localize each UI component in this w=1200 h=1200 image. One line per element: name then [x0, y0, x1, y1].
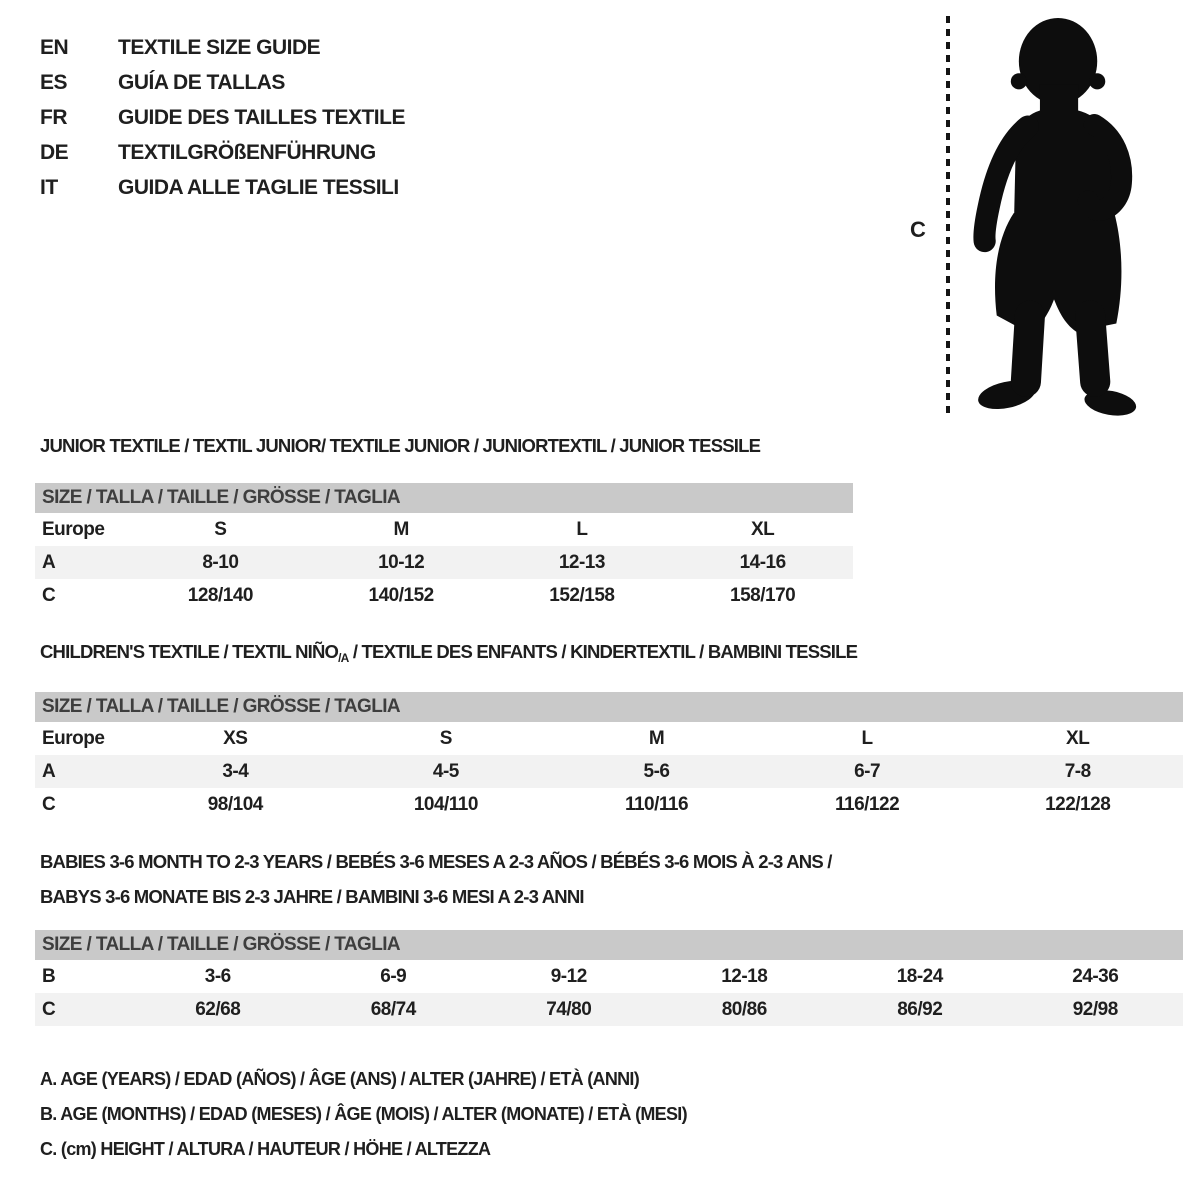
size-header-label: SIZE / TALLA / TAILLE / GRÖSSE / TAGLIA	[42, 696, 401, 717]
lang-row-es	[40, 65, 405, 100]
junior-size-table	[35, 483, 853, 612]
children-title-post: / TEXTILE DES ENFANTS / KINDERTEXTIL / BAMBINI TESSILE	[348, 641, 858, 662]
cell: 12-13	[558, 551, 605, 573]
lang-row-fr	[40, 100, 405, 135]
legend-line-c: C. (cm) HEIGHT / ALTURA / HAUTEUR / HÖHE / ALTEZZA	[40, 1139, 491, 1159]
cell: 140/152	[368, 584, 434, 606]
children-title-sub: /A	[338, 651, 349, 665]
row-label: A	[42, 551, 56, 573]
cell: 9-12	[550, 965, 587, 987]
lang-title: TEXTILE SIZE GUIDE	[118, 35, 321, 59]
cell: 7-8	[1064, 760, 1091, 782]
lang-title: GUÍA DE TALLAS	[118, 70, 285, 94]
cell: 68/74	[370, 998, 416, 1020]
table-row-age	[35, 755, 1183, 788]
lang-row-de	[40, 135, 405, 170]
cell: 18-24	[896, 965, 943, 987]
cell: 152/158	[549, 584, 615, 606]
cell: 4-5	[432, 760, 459, 782]
cell: 3-4	[222, 760, 249, 782]
row-label: B	[42, 965, 56, 987]
cell: 14-16	[739, 551, 786, 573]
measure-legend	[40, 1062, 687, 1167]
cell: 158/170	[730, 584, 796, 606]
language-title-list	[40, 30, 405, 205]
cell: S	[214, 518, 227, 540]
cell: XL	[750, 518, 775, 540]
table-row-height	[35, 788, 1183, 821]
cell: 116/122	[835, 793, 900, 815]
lang-row-it	[40, 170, 405, 205]
silhouette-ear-right	[1089, 73, 1105, 89]
cell: M	[393, 518, 409, 540]
size-table-header	[35, 930, 1183, 960]
children-title-pre: CHILDREN'S TEXTILE / TEXTIL NIÑO	[40, 641, 339, 662]
lang-code: ES	[40, 70, 68, 94]
size-header-label: SIZE / TALLA / TAILLE / GRÖSSE / TAGLIA	[42, 487, 401, 508]
toddler-silhouette-image	[963, 14, 1140, 416]
table-row-months	[35, 960, 1183, 993]
lang-code: EN	[40, 35, 69, 59]
cell: 6-7	[854, 760, 881, 782]
lang-row-en	[40, 30, 405, 65]
size-header-label: SIZE / TALLA / TAILLE / GRÖSSE / TAGLIA	[42, 934, 401, 955]
lang-title: TEXTILGRÖßENFÜHRUNG	[118, 140, 376, 164]
silhouette-leg-right	[1090, 316, 1095, 382]
babies-size-table	[35, 930, 1183, 1026]
cell: XS	[223, 727, 248, 749]
row-label: Europe	[42, 727, 105, 749]
lang-code: DE	[40, 140, 69, 164]
cell: 104/110	[413, 793, 478, 815]
cell: 62/68	[195, 998, 241, 1020]
table-row-europe	[35, 513, 853, 546]
junior-section-title: JUNIOR TEXTILE / TEXTIL JUNIOR/ TEXTILE JUNIOR / JUNIORTEXTIL / JUNIOR TESSILE	[40, 435, 761, 456]
legend-line-a: A. AGE (YEARS) / EDAD (AÑOS) / ÂGE (ANS) / ALTER (JAHRE) / ETÀ (ANNI)	[40, 1069, 640, 1089]
cell: 12-18	[721, 965, 768, 987]
cell: 5-6	[643, 760, 670, 782]
cell: 98/104	[207, 793, 263, 815]
lang-title: GUIDE DES TAILLES TEXTILE	[118, 105, 405, 129]
table-row-height	[35, 993, 1183, 1026]
size-table-header	[35, 692, 1183, 722]
cell: 24-36	[1072, 965, 1119, 987]
cell: 110/116	[624, 793, 689, 815]
cell: L	[576, 518, 588, 540]
row-label: A	[42, 760, 56, 782]
cell: XL	[1066, 727, 1090, 749]
cell: 128/140	[187, 584, 253, 606]
height-measure-label: C	[910, 217, 926, 242]
row-label: C	[42, 793, 56, 815]
legend-line-b: B. AGE (MONTHS) / EDAD (MESES) / ÂGE (MOIS) / ALTER (MONATE) / ETÀ (MESI)	[40, 1104, 687, 1124]
cell: 8-10	[202, 551, 239, 573]
table-row-europe	[35, 722, 1183, 755]
cell: 3-6	[204, 965, 231, 987]
cell: S	[439, 727, 452, 749]
children-section-title	[40, 641, 857, 663]
babies-section-title-line2: BABYS 3-6 MONATE BIS 2-3 JAHRE / BAMBINI 3-6 MESI A 2-3 ANNI	[40, 886, 584, 907]
cell: M	[648, 727, 665, 749]
silhouette-leg-left	[1026, 316, 1030, 382]
cell: 10-12	[378, 551, 425, 573]
row-label: C	[42, 584, 56, 606]
lang-code: IT	[40, 175, 58, 199]
babies-section-title-line1: BABIES 3-6 MONTH TO 2-3 YEARS / BEBÉS 3-6 MESES A 2-3 AÑOS / BÉBÉS 3-6 MOIS À 2-3 ANS /	[40, 851, 832, 872]
lang-code: FR	[40, 105, 67, 129]
table-row-height	[35, 579, 853, 612]
height-dashed-line	[946, 16, 950, 416]
table-row-age	[35, 546, 853, 579]
lang-title: GUIDA ALLE TAGLIE TESSILI	[118, 175, 399, 199]
size-table-header	[35, 483, 853, 513]
silhouette-ear-left	[1011, 73, 1027, 89]
cell: 92/98	[1072, 998, 1118, 1020]
cell: 86/92	[897, 998, 943, 1020]
cell: 80/86	[721, 998, 767, 1020]
row-label: C	[42, 998, 56, 1020]
cell: 6-9	[380, 965, 407, 987]
cell: 122/128	[1045, 793, 1111, 815]
cell: L	[861, 727, 873, 749]
children-size-table	[35, 692, 1183, 821]
row-label: Europe	[42, 518, 105, 540]
cell: 74/80	[546, 998, 592, 1020]
